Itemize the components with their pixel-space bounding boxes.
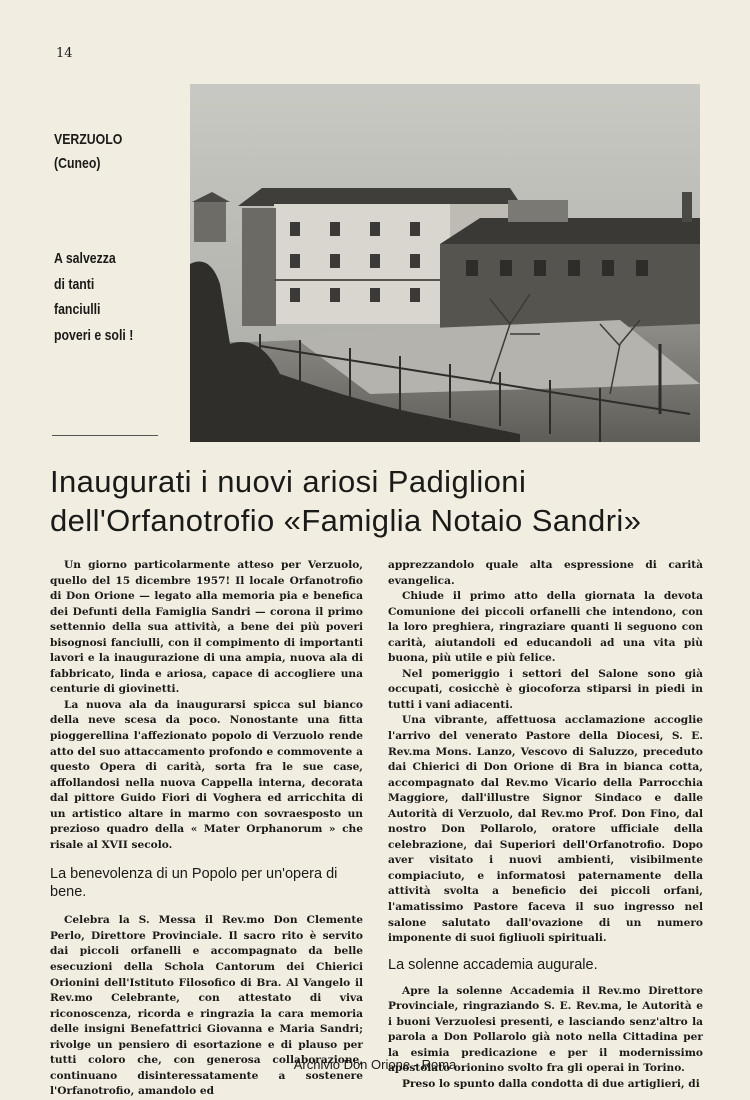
article-paragraph: Preso lo spunto dalla condotta di due artiglieri, di (402, 1077, 700, 1090)
article-column-right (388, 558, 703, 1093)
orphanage-photo (190, 84, 700, 442)
location-label (54, 128, 137, 176)
article-paragraph: apprezzandolo quale alta espressione di carità evangelica. (388, 559, 703, 587)
article-column-left (50, 558, 363, 1100)
article-paragraph: Un giorno particolarmente atteso per Verzuolo, quello del 15 dicembre 1957! Il locale Orfanotrofio di Don Orione — legato alla memoria pia e benefica dei Defunti della Famiglia Sandri — corona il primo settennio della sua attività, a bene dei più poveri bisognosi fanciulli, con il compimento di importanti lavori e la inaugurazione di una ampia, nuova ala di fabbricato, linda e ariosa, capace di accogliere una centurie di giovinetti. (50, 559, 363, 696)
tagline-line: fanciulli (54, 301, 101, 318)
tagline (54, 246, 151, 348)
article-paragraph: Apre la solenne Accademia il Rev.mo Direttore Provinciale, ringraziando S. E. Rev.ma, le Autorità e i buoni Verzuolesi presenti, e lasciando senz'altro la parola a Don Pollarolo già noto nella Cittadina per la esimia predicazione e per il modernissimo apostolato orionino svolto fra gli operai in Torino. (388, 984, 703, 1075)
divider-rule (52, 435, 158, 436)
section-heading: La benevolenza di un Popolo per un'opera di bene. (50, 866, 338, 901)
article-paragraph: Nel pomeriggio i settori del Salone sono già occupati, cosicchè è giocoforza stiparsi in piedi in tutti i vani adiacenti. (388, 667, 703, 711)
tagline-line: poveri e soli ! (54, 326, 134, 344)
page-number: 14 (56, 46, 73, 61)
tagline-line: di tanti (54, 275, 95, 293)
article-paragraph: La nuova ala da inaugurarsi spicca sul bianco della neve scesa da poco. Nonostante una fitta pioggerellina l'affezionato popolo di Verzuolo rende atto del suo attaccamento profondo e commovente a questo Opera di carità, sorta fra le sue case, affollandosi nella nuova Cappella interna, decorata dal pittore Guido Fiori di Voghera ed arricchita di un artistico altare in marmo con sovraesposto un prezioso quadro della « Mater Orphanorum » che risale al XVII secolo. (50, 698, 363, 851)
location-town: VERZUOLO (54, 131, 123, 148)
headline-line: dell'Orfanotrofio «Famiglia Notaio Sandri» (50, 503, 642, 538)
tagline-line: A salvezza (54, 250, 116, 267)
article-paragraph: Chiude il primo atto della giornata la devota Comunione dei piccoli orfanelli che intendono, con la loro preghiera, ringraziare quanti li seguono con carità, aiutandoli ed educandoli ad una vita più buona, più utile e più felice. (388, 590, 703, 665)
section-heading: La solenne accademia augurale. (388, 956, 598, 973)
archive-footer: Archivio Don Orione - Roma (293, 1057, 457, 1072)
article-paragraph: Una vibrante, affettuosa acclamazione accoglie l'arrivo del venerato Pastore della Diocesi, S. E. Rev.ma Mons. Lanzo, Vescovo di Saluzzo, preceduto dai Chierici di Don Orione di Bra in bianca cotta, accompagnato dal Rev.mo Vicario della Parrocchia Maggiore, dall'illustre Signor Sindaco e dalle Autorità di Verzuolo, dal Rev.mo Prof. Don Fino, dal nostro Don Pollarolo, oratore ufficiale della celebrazione, dai Superiori dell'Orfanotrofio. Dopo aver visitato i nuovi ambienti, visibilmente compiaciuto, e informatosi paternamente della attività svolta a beneficio dei piccoli orfani, l'amatissimo Pastore faceva il suo ingresso nel salone salutato dall'ovazione di un numero imponente di suoi figliuoli spirituali. (388, 714, 703, 945)
article-paragraph: Celebra la S. Messa il Rev.mo Don Clemente Perlo, Direttore Provinciale. Il sacro rito è servito dai piccoli orfanelli e accompagnato da belle esecuzioni della Schola Cantorum dei Chierici Orionini dell'Istituto Filosofico di Bra. Al Vangelo il Rev.mo Celebrante, con attestato di viva riconoscenza, ricorda e ringrazia la cara memoria delle insigni Benefattrici Giovanna e Maria Sandri; rivolge un pensiero di esortazione e di plauso per tutti coloro che, con generosa collaborazione, continuano disinteressatamente a sostenere l'Orfanotrofio, amandolo ed (50, 914, 363, 1098)
location-province: (Cuneo) (54, 155, 101, 172)
headline (50, 462, 710, 540)
headline-line: Inaugurati i nuovi ariosi Padiglioni (50, 464, 527, 499)
